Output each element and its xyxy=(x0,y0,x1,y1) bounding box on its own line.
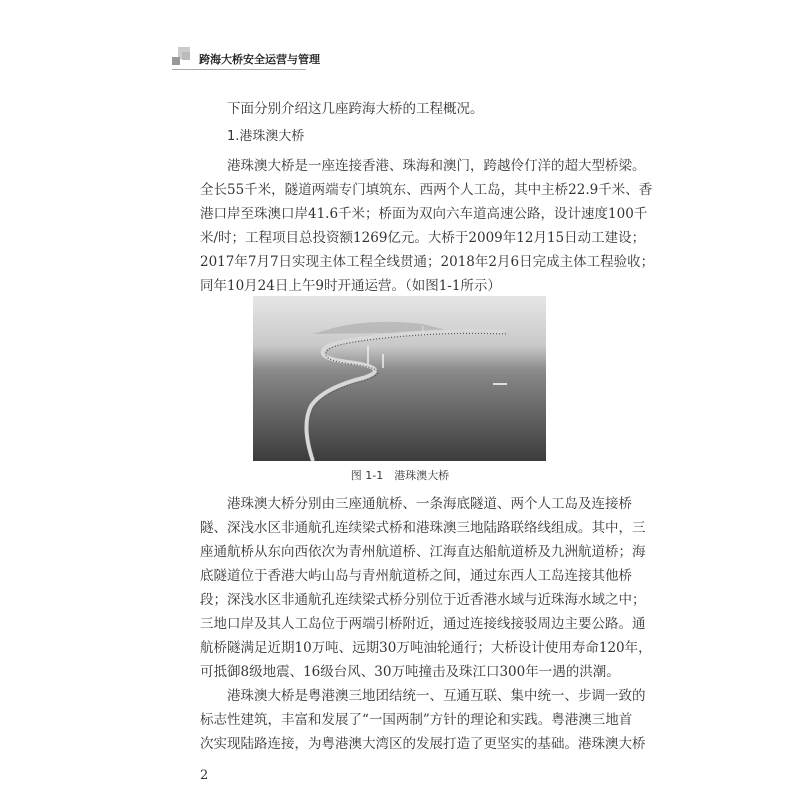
header-decoration xyxy=(182,52,190,60)
book-title: 跨海大桥安全运营与管理 xyxy=(199,53,320,66)
paragraph-line: 次实现陆路连接，为粤港澳大湾区的发展打造了更坚实的基础。港珠澳大桥 xyxy=(200,736,646,752)
running-header xyxy=(172,47,320,70)
paragraph-line: 港珠澳大桥是一座连接香港、珠海和澳门，跨越伶仃洋的超大型桥梁。 xyxy=(227,158,646,174)
bridge-photo xyxy=(253,296,546,461)
paragraph-line: 隧、深浅水区非通航孔连续梁式桥和港珠澳三地陆路联络线组成。其中，三 xyxy=(200,520,646,536)
paragraph-line: 全长55千米，隧道两端专门填筑东、西两个人工岛，其中主桥22.9千米、香 xyxy=(200,182,653,198)
paragraph-line: 同年10月24日上午9时开通运营。（如图1-1所示） xyxy=(200,278,501,294)
paragraph-line: 段；深浅水区非通航孔连续梁式桥分别位于近香港水域与近珠海水域之中； xyxy=(200,592,646,608)
page-number: 2 xyxy=(200,768,209,783)
paragraph-line: 可抵御8级地震、16级台风、30万吨撞击及珠江口300年一遇的洪潮。 xyxy=(200,664,620,680)
paragraph-line: 米/时；工程项目总投资额1269亿元。大桥于2009年12月15日动工建设； xyxy=(200,230,646,246)
header-decoration xyxy=(172,57,180,65)
paragraph-line: 2017年7月7日实现主体工程全线贯通；2018年2月6日完成主体工程验收； xyxy=(200,254,655,270)
paragraph-line: 座通航桥从东向西依次为青州航道桥、江海直达船航道桥及九洲航道桥；海 xyxy=(200,544,646,560)
paragraph-line: 港珠澳大桥分别由三座通航桥、一条海底隧道、两个人工岛及连接桥 xyxy=(227,496,632,512)
intro-text: 下面分别介绍这几座跨海大桥的工程概况。 xyxy=(227,101,484,117)
paragraph-line: 底隧道位于香港大屿山岛与青州航道桥之间，通过东西人工岛连接其他桥 xyxy=(200,568,632,584)
paragraph-line: 标志性建筑，丰富和发展了“一国两制”方针的理论和实践。粤港澳三地首 xyxy=(200,712,633,728)
paragraph-line: 港珠澳大桥是粤港澳三地团结统一、互通互联、集中统一、步调一致的 xyxy=(227,688,646,704)
paragraph-line: 港口岸至珠澳口岸41.6千米；桥面为双向六车道高速公路，设计速度100千 xyxy=(200,206,648,222)
section-heading: 1.港珠澳大桥 xyxy=(227,129,305,144)
paragraph-line: 三地口岸及其人工岛位于两端引桥附近，通过连接线接驳周边主要公路。通 xyxy=(200,616,646,632)
paragraph-line: 航桥隧满足近期10万吨、远期30万吨油轮通行；大桥设计使用寿命120年， xyxy=(200,640,652,656)
figure-caption: 图 1-1 港珠澳大桥 xyxy=(350,469,450,482)
